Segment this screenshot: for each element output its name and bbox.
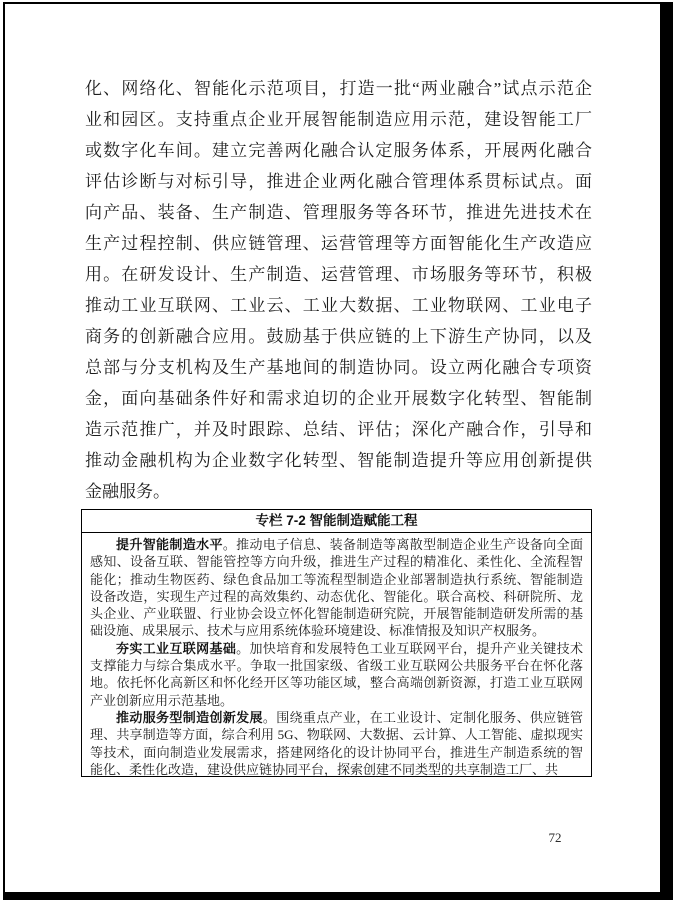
body-text-line: 业和园区。支持重点企业开展智能制造应用示范，建设智能工厂 [85, 110, 592, 129]
body-text-line: 商务的创新融合应用。鼓励基于供应链的上下游生产协同，以及 [85, 327, 592, 346]
body-text-line: 推动金融机构为企业数字化转型、智能制造提升等应用创新提供 [85, 451, 592, 470]
box-paragraph-lead: 推动服务型制造创新发展 [116, 709, 263, 725]
body-text-line: 或数字化车间。建立完善两化融合认定服务体系，开展两化融合 [85, 141, 592, 160]
body-text-line: 评估诊断与对标引导，推进企业两化融合管理体系贯标试点。面 [85, 172, 592, 191]
body-text-line: 用。在研发设计、生产制造、运营管理、市场服务等环节，积极 [85, 265, 592, 284]
box-paragraph-lead: 夯实工业互联网基础 [116, 640, 237, 656]
box-title: 专栏 7-2 智能制造赋能工程 [82, 510, 591, 533]
body-text-line: 化、网络化、智能化示范项目，打造一批“两业融合”试点示范企 [85, 79, 592, 98]
body-text-line: 金融服务。 [85, 482, 170, 501]
page-number: 72 [548, 830, 562, 845]
body-text-line: 造示范推广，并及时跟踪、总结、评估；深化产融合作，引导和 [85, 420, 592, 439]
box-paragraph-lead: 提升智能制造水平 [116, 537, 223, 552]
body-text-line: 推动工业互联网、工业云、工业大数据、工业物联网、工业电子 [85, 296, 592, 315]
box-paragraph-text: 。加快培育和发展特色工业互联网平台，提升产业关键技术支撑能力与综合集成水平。争取一批国家级、省级工业互联网公共服务平台在怀化落地。依托怀化高新区和怀化经开区等功能区域，整合高端创新资源，打造工业互联网产业创新应用示范基地。 [90, 640, 583, 708]
box-paragraph-text: 。推动电子信息、装备制造等离散型制造企业生产设备向全面感知、设备互联、智能管控等方向升级，推进生产过程的精准化、柔性化、全流程智能化；推动生物医药、绿色食品加工等流程型制造企业部署制造执行系统、智能制造设备改造，实现生产过程的高效集约、动态优化、智能化。联合高校、科研院所、龙头企业、产业联盟、行业协会设立怀化智能制造研究院，开展智能制造研发所需的基础设施、成果展示、技术与应用系统体验环境建设、标准情报及知识产权服务。 [90, 537, 583, 639]
document-page [5, 4, 660, 892]
box-paragraph [90, 709, 583, 777]
body-text-line: 向产品、装备、生产制造、管理服务等各环节，推进先进技术在 [85, 203, 592, 222]
body-text-line: 总部与分支机构及生产基地间的制造协同。设立两化融合专项资 [85, 358, 592, 377]
body-text [85, 73, 592, 507]
box-body [82, 533, 591, 777]
body-text-line: 生产过程控制、供应链管理、运营管理等方面智能化生产改造应 [85, 234, 592, 253]
box-paragraph [90, 640, 583, 709]
box-paragraph [90, 536, 583, 640]
scan-border [3, 2, 673, 900]
special-column-box [81, 509, 592, 777]
box-paragraph-text: 。围绕重点产业，在工业设计、定制化服务、供应链管理、共享制造等方面，综合利用 5G、物联网、大数据、云计算、人工智能、虚拟现实等技术，面向制造业发展需求，搭建网络化的设计协同平台，推进生产制造系统的智能化、柔性化改造，建设供应链协同平台，探索创建不同类型的共享制造工厂、共 [90, 709, 583, 777]
body-text-line: 金，面向基础条件好和需求迫切的企业开展数字化转型、智能制 [85, 389, 592, 408]
